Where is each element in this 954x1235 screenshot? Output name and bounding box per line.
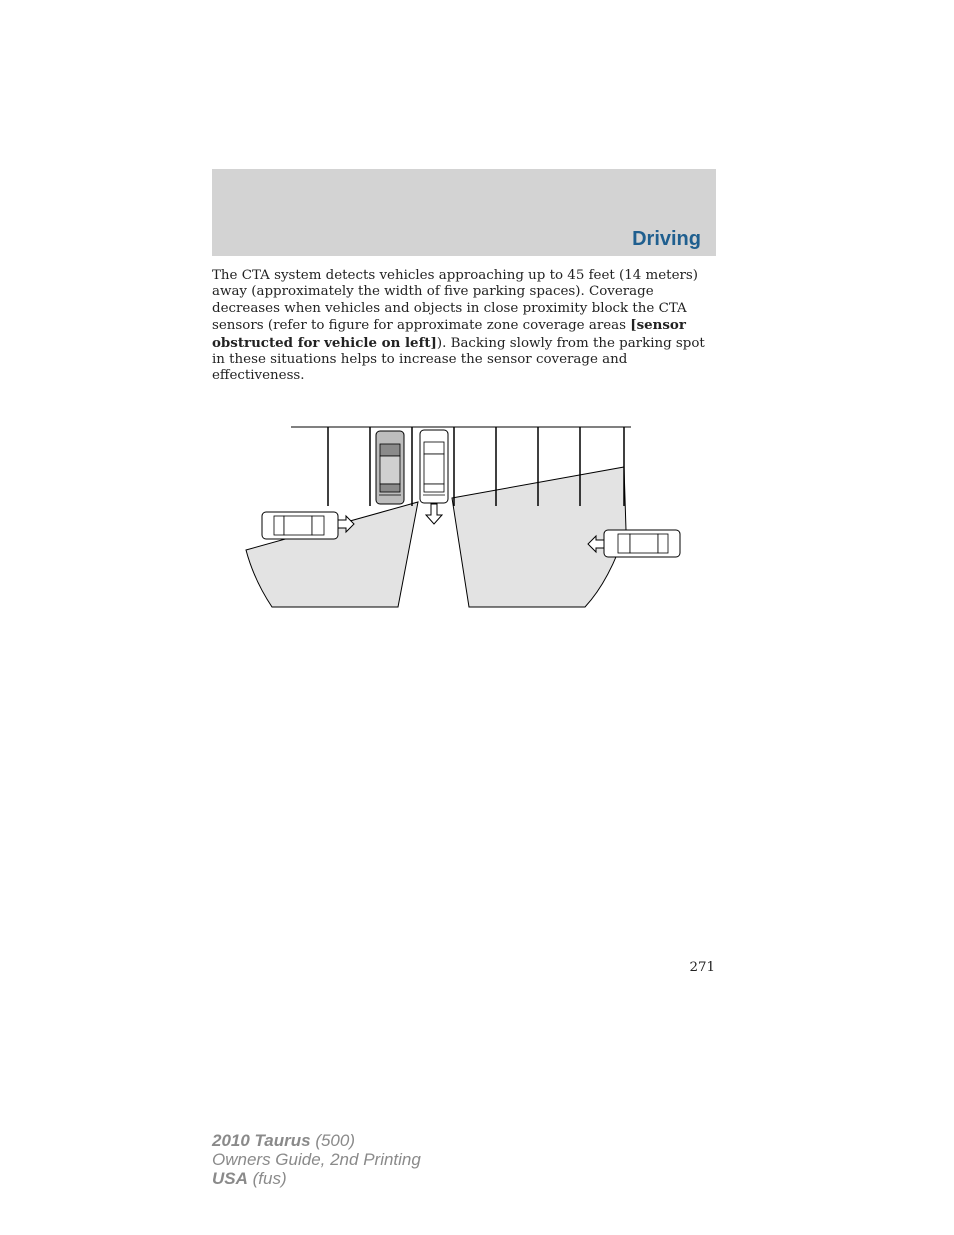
right-coverage-zone xyxy=(452,467,626,607)
parked-car-icon xyxy=(376,431,404,504)
page-number: 271 xyxy=(689,960,715,975)
left-approaching-car-icon xyxy=(262,512,338,539)
footer xyxy=(212,1131,421,1188)
body-text-part2: ). Backing slowly from the parking spot in these situations helps to increase the sensor coverage and effectiveness. xyxy=(212,335,705,384)
footer-line-2: Owners Guide, 2nd Printing xyxy=(212,1150,421,1169)
section-title: Driving xyxy=(632,228,701,250)
body-text-part1: The CTA system detects vehicles approaching up to 45 feet (14 meters) away (approximately the width of five parking spaces). Coverage decreases when vehicles and objects in close proximity block the CTA sensors (refer to figure for approximate zone coverage areas xyxy=(212,268,698,334)
footer-line-1 xyxy=(212,1131,421,1150)
footer-region: USA xyxy=(212,1169,248,1188)
section-header-band xyxy=(212,169,716,256)
footer-model: 2010 Taurus xyxy=(212,1131,311,1150)
footer-line-3 xyxy=(212,1169,421,1188)
right-approaching-car-icon xyxy=(604,530,680,557)
footer-model-code: (500) xyxy=(310,1131,356,1150)
backing-arrow-icon xyxy=(426,504,442,524)
body-paragraph xyxy=(212,268,716,385)
footer-region-code: (fus) xyxy=(247,1169,287,1188)
body-text-bold: [sensor obstructed for vehicle on left] xyxy=(212,317,686,351)
cta-coverage-figure xyxy=(240,420,690,620)
backing-car-icon xyxy=(420,430,448,503)
